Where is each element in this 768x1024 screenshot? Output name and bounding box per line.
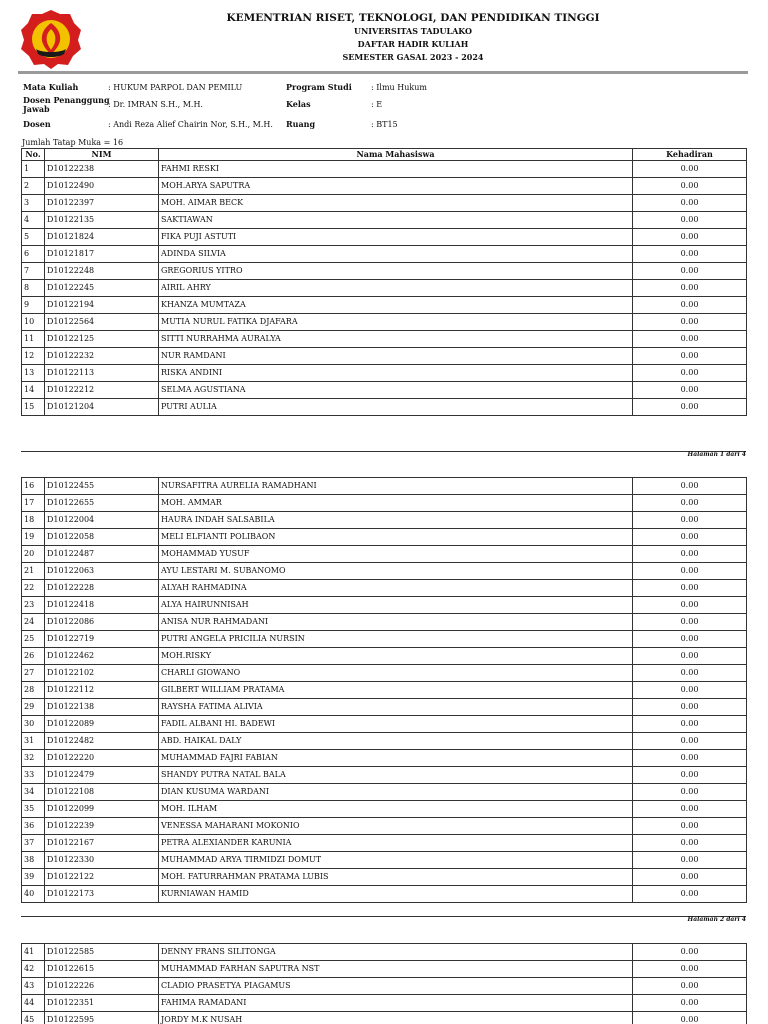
row-number: 36 — [22, 818, 45, 835]
table-row — [22, 495, 747, 512]
nim-cell: D10122248 — [45, 263, 159, 280]
attendance-cell: 0.00 — [633, 563, 747, 580]
student-name-cell: ANISA NUR RAHMADANI — [159, 614, 633, 631]
attendance-cell: 0.00 — [633, 348, 747, 365]
student-name-cell: MELI ELFIANTI POLIBAON — [159, 529, 633, 546]
student-name-cell: MOH.ARYA SAPUTRA — [159, 178, 633, 195]
student-name-cell: ADINDA SILVIA — [159, 246, 633, 263]
attendance-table-page-1 — [21, 148, 747, 416]
nim-cell: D10122482 — [45, 733, 159, 750]
semester-label: SEMESTER GASAL 2023 - 2024 — [342, 52, 484, 62]
table-row — [22, 161, 747, 178]
kelas-value: : E — [371, 100, 383, 109]
row-number: 11 — [22, 331, 45, 348]
table-row — [22, 665, 747, 682]
student-name-cell: DIAN KUSUMA WARDANI — [159, 784, 633, 801]
row-number: 34 — [22, 784, 45, 801]
meeting-count: Jumlah Tatap Muka = 16 — [22, 138, 124, 147]
nim-cell: D10122564 — [45, 314, 159, 331]
attendance-cell: 0.00 — [633, 682, 747, 699]
student-name-cell: SELMA AGUSTIANA — [159, 382, 633, 399]
row-number: 25 — [22, 631, 45, 648]
student-name-cell: ABD. HAIKAL DALY — [159, 733, 633, 750]
nim-cell: D10122167 — [45, 835, 159, 852]
attendance-cell: 0.00 — [633, 716, 747, 733]
attendance-cell: 0.00 — [633, 478, 747, 495]
table-row — [22, 399, 747, 416]
attendance-cell: 0.00 — [633, 852, 747, 869]
student-name-cell: GREGORIUS YITRO — [159, 263, 633, 280]
nim-cell: D10122122 — [45, 869, 159, 886]
row-number: 23 — [22, 597, 45, 614]
nim-cell: D10122108 — [45, 784, 159, 801]
university-name: UNIVERSITAS TADULAKO — [354, 26, 472, 36]
table-row — [22, 614, 747, 631]
attendance-cell: 0.00 — [633, 580, 747, 597]
row-number: 37 — [22, 835, 45, 852]
attendance-cell: 0.00 — [633, 733, 747, 750]
table-row — [22, 348, 747, 365]
row-number: 12 — [22, 348, 45, 365]
nim-cell: D10122462 — [45, 648, 159, 665]
student-name-cell: PETRA ALEXIANDER KARUNIA — [159, 835, 633, 852]
student-name-cell: MOH.RISKY — [159, 648, 633, 665]
table-row — [22, 784, 747, 801]
page-footer-2: Halaman 2 dari 4 — [687, 916, 746, 923]
table-row — [22, 365, 747, 382]
table-row — [22, 648, 747, 665]
table-row — [22, 818, 747, 835]
nim-cell: D10122194 — [45, 297, 159, 314]
row-number: 7 — [22, 263, 45, 280]
student-name-cell: SHANDY PUTRA NATAL BALA — [159, 767, 633, 784]
table-row — [22, 944, 747, 961]
table-row — [22, 801, 747, 818]
document-title-block — [160, 11, 666, 64]
student-name-cell: MOHAMMAD YUSUF — [159, 546, 633, 563]
attendance-cell: 0.00 — [633, 767, 747, 784]
attendance-cell: 0.00 — [633, 665, 747, 682]
nim-cell: D10122615 — [45, 961, 159, 978]
student-name-cell: MUHAMMAD FARHAN SAPUTRA NST — [159, 961, 633, 978]
attendance-cell: 0.00 — [633, 512, 747, 529]
nim-cell: D10122245 — [45, 280, 159, 297]
row-number: 27 — [22, 665, 45, 682]
student-name-cell: JORDY M.K NUSAH — [159, 1012, 633, 1024]
mata-kuliah-value: : HUKUM PARPOL DAN PEMILU — [108, 83, 243, 92]
nim-cell: D10122102 — [45, 665, 159, 682]
student-name-cell: GILBERT WILLIAM PRATAMA — [159, 682, 633, 699]
nim-cell: D10122004 — [45, 512, 159, 529]
ruang-label: Ruang — [286, 119, 316, 129]
attendance-cell: 0.00 — [633, 314, 747, 331]
attendance-cell: 0.00 — [633, 869, 747, 886]
table-header-row — [22, 149, 747, 161]
attendance-cell: 0.00 — [633, 961, 747, 978]
nim-cell: D10122238 — [45, 161, 159, 178]
attendance-cell: 0.00 — [633, 331, 747, 348]
attendance-cell: 0.00 — [633, 195, 747, 212]
row-number: 1 — [22, 161, 45, 178]
attendance-cell: 0.00 — [633, 212, 747, 229]
dosen-pj-value: : Dr. IMRAN S.H., M.H. — [108, 100, 203, 109]
nim-cell: D10122212 — [45, 382, 159, 399]
nim-cell: D10122228 — [45, 580, 159, 597]
row-number: 2 — [22, 178, 45, 195]
nim-cell: D10122113 — [45, 365, 159, 382]
row-number: 16 — [22, 478, 45, 495]
nim-cell: D10122719 — [45, 631, 159, 648]
nim-cell: D10122655 — [45, 495, 159, 512]
table-row — [22, 212, 747, 229]
tadulako-emblem-icon — [20, 9, 82, 69]
document-title: DAFTAR HADIR KULIAH — [357, 39, 469, 49]
nim-cell: D10122135 — [45, 212, 159, 229]
page-footer-1: Halaman 1 dari 4 — [687, 451, 746, 458]
nim-cell: D10121817 — [45, 246, 159, 263]
row-number: 3 — [22, 195, 45, 212]
student-name-cell: NUR RAMDANI — [159, 348, 633, 365]
table-row — [22, 869, 747, 886]
nim-cell: D10122330 — [45, 852, 159, 869]
nim-cell: D10121824 — [45, 229, 159, 246]
student-name-cell: MOH. AIMAR BECK — [159, 195, 633, 212]
student-name-cell: VENESSA MAHARANI MOKONIO — [159, 818, 633, 835]
table-row — [22, 682, 747, 699]
nim-cell: D10122455 — [45, 478, 159, 495]
row-number: 10 — [22, 314, 45, 331]
row-number: 35 — [22, 801, 45, 818]
attendance-table-page-3 — [21, 943, 747, 1024]
nim-cell: D10122585 — [45, 944, 159, 961]
row-number: 8 — [22, 280, 45, 297]
table-row — [22, 478, 747, 495]
table-row — [22, 229, 747, 246]
attendance-cell: 0.00 — [633, 614, 747, 631]
prodi-value: : Ilmu Hukum — [371, 83, 427, 92]
page-divider — [21, 451, 746, 452]
nim-cell: D10122239 — [45, 818, 159, 835]
student-name-cell: CHARLI GIOWANO — [159, 665, 633, 682]
attendance-cell: 0.00 — [633, 399, 747, 416]
table-row — [22, 750, 747, 767]
table-row — [22, 529, 747, 546]
attendance-cell: 0.00 — [633, 801, 747, 818]
attendance-cell: 0.00 — [633, 835, 747, 852]
student-name-cell: FAHMI RESKI — [159, 161, 633, 178]
nim-cell: D10122089 — [45, 716, 159, 733]
row-number: 40 — [22, 886, 45, 903]
table-row — [22, 1012, 747, 1024]
table-row — [22, 280, 747, 297]
attendance-cell: 0.00 — [633, 280, 747, 297]
row-number: 32 — [22, 750, 45, 767]
row-number: 33 — [22, 767, 45, 784]
attendance-cell: 0.00 — [633, 995, 747, 1012]
table-row — [22, 263, 747, 280]
nim-cell: D10122490 — [45, 178, 159, 195]
attendance-cell: 0.00 — [633, 631, 747, 648]
nim-cell: D10122058 — [45, 529, 159, 546]
dosen-value: : Andi Reza Alief Chairin Nor, S.H., M.H. — [108, 120, 273, 129]
attendance-cell: 0.00 — [633, 365, 747, 382]
col-header-nama: Nama Mahasiswa — [159, 149, 633, 161]
attendance-cell: 0.00 — [633, 597, 747, 614]
row-number: 38 — [22, 852, 45, 869]
col-header-no: No. — [22, 149, 45, 161]
dosen-label: Dosen — [23, 119, 51, 129]
table-row — [22, 597, 747, 614]
nim-cell: D10122063 — [45, 563, 159, 580]
table-row — [22, 767, 747, 784]
header-divider — [18, 71, 748, 74]
attendance-cell: 0.00 — [633, 944, 747, 961]
attendance-cell: 0.00 — [633, 229, 747, 246]
student-name-cell: MUHAMMAD FAJRI FABIAN — [159, 750, 633, 767]
row-number: 30 — [22, 716, 45, 733]
table-row — [22, 995, 747, 1012]
row-number: 39 — [22, 869, 45, 886]
table-row — [22, 382, 747, 399]
dosen-pj-label: Dosen Penanggung Jawab — [23, 95, 110, 114]
row-number: 43 — [22, 978, 45, 995]
ministry-name: KEMENTRIAN RISET, TEKNOLOGI, DAN PENDIDIKAN TINGGI — [226, 12, 600, 24]
nim-cell: D10122418 — [45, 597, 159, 614]
student-name-cell: PUTRI ANGELA PRICILIA NURSIN — [159, 631, 633, 648]
nim-cell: D10122351 — [45, 995, 159, 1012]
nim-cell: D10122232 — [45, 348, 159, 365]
table-row — [22, 314, 747, 331]
mata-kuliah-label: Mata Kuliah — [23, 82, 79, 92]
student-name-cell: RAYSHA FATIMA ALIVIA — [159, 699, 633, 716]
attendance-cell: 0.00 — [633, 263, 747, 280]
attendance-cell: 0.00 — [633, 978, 747, 995]
table-row — [22, 961, 747, 978]
table-row — [22, 580, 747, 597]
row-number: 14 — [22, 382, 45, 399]
attendance-cell: 0.00 — [633, 297, 747, 314]
col-header-nim: NIM — [45, 149, 159, 161]
row-number: 5 — [22, 229, 45, 246]
row-number: 29 — [22, 699, 45, 716]
document-header — [0, 0, 768, 76]
attendance-cell: 0.00 — [633, 886, 747, 903]
student-name-cell: FADIL ALBANI HI. BADEWI — [159, 716, 633, 733]
row-number: 13 — [22, 365, 45, 382]
student-name-cell: MUTIA NURUL FATIKA DJAFARA — [159, 314, 633, 331]
student-name-cell: FAHIMA RAMADANI — [159, 995, 633, 1012]
nim-cell: D10122226 — [45, 978, 159, 995]
student-name-cell: NURSAFITRA AURELIA RAMADHANI — [159, 478, 633, 495]
table-row — [22, 195, 747, 212]
table-row — [22, 835, 747, 852]
row-number: 26 — [22, 648, 45, 665]
student-name-cell: MOH. ILHAM — [159, 801, 633, 818]
student-name-cell: MOH. FATURRAHMAN PRATAMA LUBIS — [159, 869, 633, 886]
student-name-cell: FIKA PUJI ASTUTI — [159, 229, 633, 246]
row-number: 20 — [22, 546, 45, 563]
student-name-cell: RISKA ANDINI — [159, 365, 633, 382]
col-header-kehadiran: Kehadiran — [633, 149, 747, 161]
row-number: 24 — [22, 614, 45, 631]
attendance-cell: 0.00 — [633, 784, 747, 801]
student-name-cell: MUHAMMAD ARYA TIRMIDZI DOMUT — [159, 852, 633, 869]
student-name-cell: ALYA HAIRUNNISAH — [159, 597, 633, 614]
table-row — [22, 297, 747, 314]
student-name-cell: DENNY FRANS SILITONGA — [159, 944, 633, 961]
attendance-cell: 0.00 — [633, 1012, 747, 1024]
table-row — [22, 546, 747, 563]
row-number: 9 — [22, 297, 45, 314]
nim-cell: D10122138 — [45, 699, 159, 716]
row-number: 18 — [22, 512, 45, 529]
nim-cell: D10122220 — [45, 750, 159, 767]
table-row — [22, 246, 747, 263]
nim-cell: D10122595 — [45, 1012, 159, 1024]
table-row — [22, 978, 747, 995]
row-number: 6 — [22, 246, 45, 263]
student-name-cell: SAKTIAWAN — [159, 212, 633, 229]
student-name-cell: PUTRI AULIA — [159, 399, 633, 416]
row-number: 31 — [22, 733, 45, 750]
nim-cell: D10122173 — [45, 886, 159, 903]
row-number: 21 — [22, 563, 45, 580]
nim-cell: D10122112 — [45, 682, 159, 699]
row-number: 45 — [22, 1012, 45, 1024]
table-row — [22, 699, 747, 716]
row-number: 41 — [22, 944, 45, 961]
row-number: 15 — [22, 399, 45, 416]
attendance-cell: 0.00 — [633, 495, 747, 512]
row-number: 22 — [22, 580, 45, 597]
attendance-cell: 0.00 — [633, 161, 747, 178]
ruang-value: : BT15 — [371, 120, 398, 129]
row-number: 42 — [22, 961, 45, 978]
student-name-cell: SITTI NURRAHMA AURALYA — [159, 331, 633, 348]
page-divider — [21, 916, 746, 917]
attendance-cell: 0.00 — [633, 246, 747, 263]
nim-cell: D10122397 — [45, 195, 159, 212]
attendance-cell: 0.00 — [633, 818, 747, 835]
attendance-cell: 0.00 — [633, 178, 747, 195]
attendance-cell: 0.00 — [633, 750, 747, 767]
table-row — [22, 631, 747, 648]
nim-cell: D10121204 — [45, 399, 159, 416]
attendance-cell: 0.00 — [633, 648, 747, 665]
table-row — [22, 512, 747, 529]
student-name-cell: KHANZA MUMTAZA — [159, 297, 633, 314]
student-name-cell: HAURA INDAH SALSABILA — [159, 512, 633, 529]
row-number: 44 — [22, 995, 45, 1012]
nim-cell: D10122487 — [45, 546, 159, 563]
student-name-cell: MOH. AMMAR — [159, 495, 633, 512]
table-row — [22, 563, 747, 580]
attendance-table-page-2 — [21, 477, 747, 903]
kelas-label: Kelas — [286, 99, 311, 109]
student-name-cell: ALYAH RAHMADINA — [159, 580, 633, 597]
table-row — [22, 733, 747, 750]
row-number: 19 — [22, 529, 45, 546]
table-row — [22, 886, 747, 903]
student-name-cell: AYU LESTARI M. SUBANOMO — [159, 563, 633, 580]
nim-cell: D10122099 — [45, 801, 159, 818]
table-row — [22, 178, 747, 195]
nim-cell: D10122086 — [45, 614, 159, 631]
student-name-cell: AIRIL AHRY — [159, 280, 633, 297]
nim-cell: D10122125 — [45, 331, 159, 348]
student-name-cell: KURNIAWAN HAMID — [159, 886, 633, 903]
attendance-cell: 0.00 — [633, 546, 747, 563]
attendance-cell: 0.00 — [633, 382, 747, 399]
student-name-cell: CLADIO PRASETYA PIAGAMUS — [159, 978, 633, 995]
nim-cell: D10122479 — [45, 767, 159, 784]
row-number: 4 — [22, 212, 45, 229]
table-row — [22, 852, 747, 869]
prodi-label: Program Studi — [286, 82, 352, 92]
row-number: 28 — [22, 682, 45, 699]
attendance-cell: 0.00 — [633, 529, 747, 546]
row-number: 17 — [22, 495, 45, 512]
table-row — [22, 331, 747, 348]
attendance-cell: 0.00 — [633, 699, 747, 716]
table-row — [22, 716, 747, 733]
